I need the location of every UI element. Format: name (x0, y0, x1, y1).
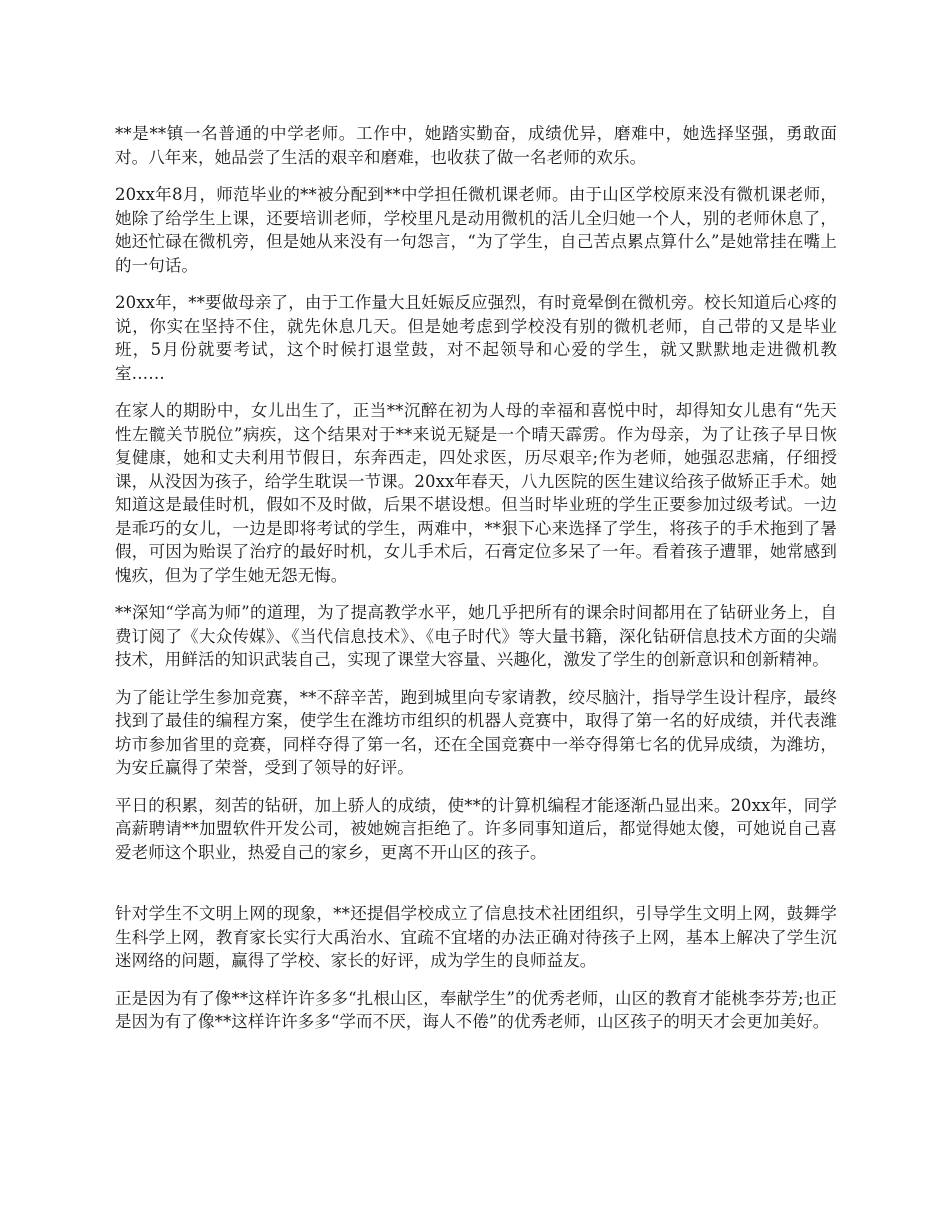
document-body (115, 122, 837, 1048)
paragraph: **深知“学高为师”的道理，为了提高教学水平，她几乎把所有的课余时间都用在了钻研业务上，自费订阅了《大众传媒》、《当代信息技术》、《电子时代》等大量书籍，深化钻研信息技术方面的尖端技术，用鲜活的知识武装自己，实现了课堂大容量、兴趣化，激发了学生的创新意识和创新精神。 (115, 603, 837, 669)
paragraph: 平日的积累，刻苦的钻研，加上骄人的成绩，使**的计算机编程才能逐渐凸显出来。20xx年，同学高薪聘请**加盟软件开发公司，被她婉言拒绝了。许多同事知道后，都觉得她太傻，可她说自己喜爱老师这个职业，热爱自己的家乡，更离不开山区的孩子。 (115, 795, 837, 862)
paragraph: **是**镇一名普通的中学老师。工作中，她踏实勤奋，成绩优异，磨难中，她选择坚强，勇敢面对。八年来，她品尝了生活的艰辛和磨难，也收获了做一名老师的欢乐。 (115, 124, 837, 167)
paragraph: 为了能让学生参加竞赛，**不辞辛苦，跑到城里向专家请教，绞尽脑汁，指导学生设计程序，最终找到了最佳的编程方案，使学生在潍坊市组织的机器人竞赛中，取得了第一名的好成绩，并代表潍坊市参加省里的竞赛，同样夺得了第一名，还在全国竞赛中一举夺得第七名的优异成绩，为潍坊，为安丘赢得了荣誉，受到了领导的好评。 (115, 687, 837, 777)
paragraph: 针对学生不文明上网的现象，**还提倡学校成立了信息技术社团组织，引导学生文明上网，鼓舞学生科学上网，教育家长实行大禹治水、宜疏不宜堵的办法正确对待孩子上网，基本上解决了学生沉迷网络的问题，赢得了学校、家长的好评，成为学生的良师益友。 (115, 904, 837, 970)
paragraph: 在家人的期盼中，女儿出生了，正当**沉醉在初为人母的幸福和喜悦中时，却得知女儿患有“先天性左髋关节脱位”病疾，这个结果对于**来说无疑是一个晴天霹雳。作为母亲，为了让孩子早日恢复健康，她和丈夫利用节假日，东奔西走，四处求医，历尽艰辛;作为老师，她强忍悲痛，仔细授课，从没因为孩子，给学生耽误一节课。20xx年春天，八九医院的医生建议给孩子做矫正手术。她知道这是最佳时机，假如不及时做，后果不堪设想。但当时毕业班的学生正要参加过级考试。一边是乖巧的女儿，一边是即将考试的学生，两难中，**狠下心来选择了学生，将孩子的手术拖到了暑假，可因为贻误了治疗的最好时机，女儿手术后，石膏定位多呆了一年。看着孩子遭罪，她常感到愧疚，但为了学生她无怨无悔。 (115, 401, 837, 585)
paragraph: 20xx年，**要做母亲了，由于工作量大且妊娠反应强烈，有时竟晕倒在微机旁。校长知道后心疼的说，你实在坚持不住，就先休息几天。但是她考虑到学校没有别的微机老师，自己带的又是毕业班，5月份就要考试，这个时候打退堂鼓，对不起领导和心爱的学生，就又默默地走进微机教室…… (115, 293, 837, 383)
paragraph: 20xx年8月，师范毕业的**被分配到**中学担任微机课老师。由于山区学校原来没有微机课老师，她除了给学生上课，还要培训老师，学校里凡是动用微机的活儿全归她一个人，别的老师休息了，她还忙碌在微机旁，但是她从来没有一句怨言，“为了学生，自己苦点累点算什么”是她常挂在嘴上的一句话。 (115, 185, 837, 275)
paragraph: 正是因为有了像**这样许许多多“扎根山区，奉献学生”的优秀老师，山区的教育才能桃李芬芳;也正是因为有了像**这样许许多多“学而不厌，诲人不倦”的优秀老师，山区孩子的明天才会更加美好。 (115, 988, 837, 1031)
